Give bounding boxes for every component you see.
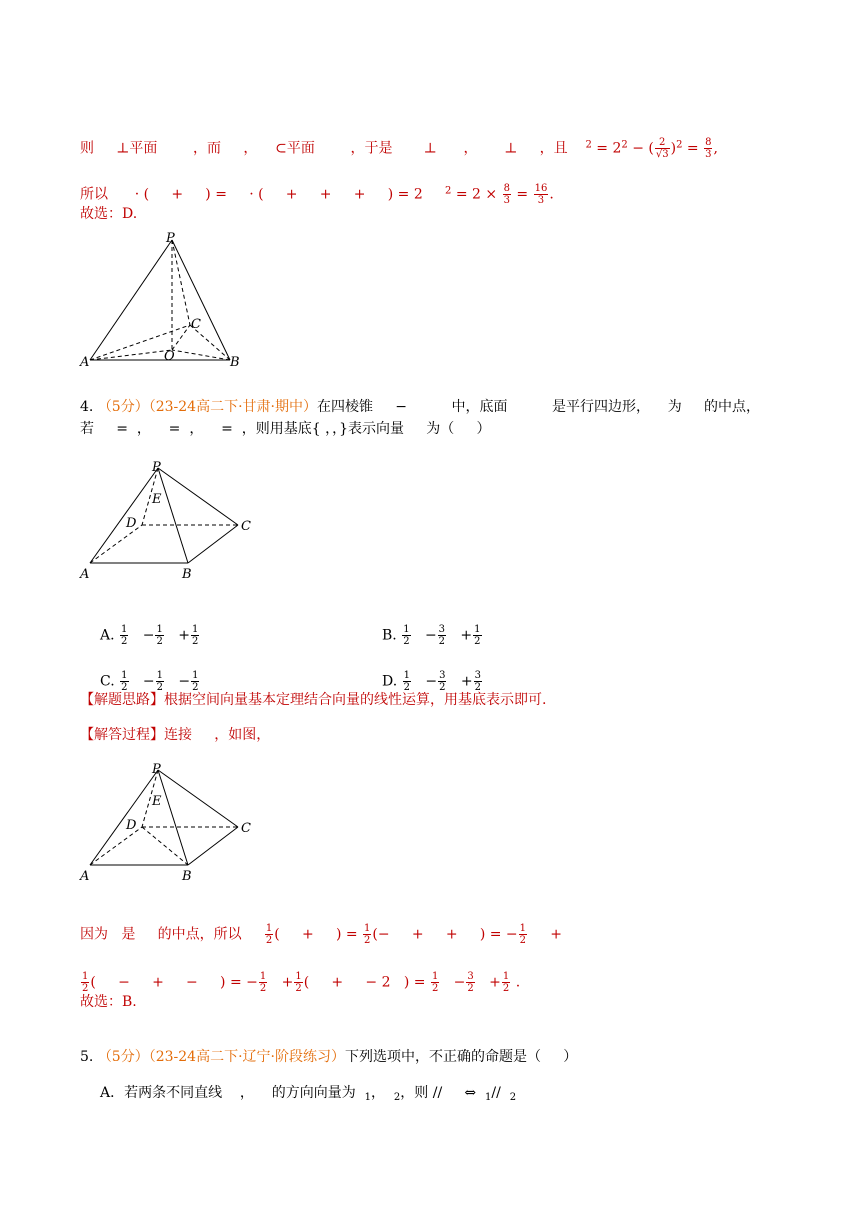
line1-exp-b: 2 [621, 139, 628, 151]
q4-text: 在四棱锥 − 中，底面 是平行四边形， 为 的中点， [316, 399, 761, 415]
line1-eq: = 2 [596, 140, 622, 157]
line1-e: ⊂平面 [275, 140, 315, 157]
fig1-label-c: C [191, 317, 201, 332]
figure-pyramid-2 [80, 760, 280, 890]
option-a[interactable]: A. $\frac{1}{2}$ − $\frac{1}{2}$ + $\frac{1}{2}$ [100, 624, 199, 647]
question-5: 5. （5分）（23-24高二下·辽宁·阶段练习）下列选项中，不正确的命题是（ ） [80, 1049, 578, 1065]
option-d[interactable]: D. $\frac{1}{2}$ − $\frac{3}{2}$ + $\frac{3}{2}$ [382, 670, 481, 693]
idea-tag: 【解题思路】 [80, 692, 164, 708]
line1-a: 则 [80, 140, 94, 157]
solution-line-2 [80, 163, 554, 206]
fig2-label-e: E [152, 492, 162, 507]
line2-exp: 2 [445, 185, 452, 197]
idea-text: 根据空间向量基本定理结合向量的线性运算，用基底表示即可. [164, 692, 547, 708]
line2-eq: = 2 × [455, 186, 498, 203]
line2-eq2: = [516, 186, 529, 203]
solution-step-1: 因为 是 的中点，所以 $\frac{1}{2}$ ( + ) = $\frac{1}{2}$ (− + + ) = − $\frac{1}{2}$ + [80, 923, 563, 946]
process-tag: 【解答过程】 [80, 727, 164, 743]
solution-step-2: $\frac{1}{2}$ ( − + − ) = − $\frac{1}{2}$ + $\frac{1}{2}$ ( + − 2 ) = $\frac{1}{2}$ − $\frac{3}{2}$ + $\frac{1}{2}$ . [82, 971, 521, 994]
fig2-label-b: B [182, 567, 192, 582]
fig2-label-a: A [80, 567, 90, 582]
option-b[interactable]: B. $\frac{1}{2}$ − $\frac{3}{2}$ + $\frac{1}{2}$ [382, 624, 481, 647]
q4-source-tag: （5分）（23-24高二下·甘肃·期中） [97, 399, 317, 415]
fraction-8-over-3-b: $\frac{8}{3}$ [503, 183, 510, 206]
solution-idea [80, 690, 546, 710]
line1-d: ， [243, 140, 258, 157]
line1-exp-a: 2 [585, 139, 592, 151]
line1-i: ⊥ [504, 140, 518, 157]
line1-exp-c: 2 [676, 139, 683, 151]
fig2-label-p: P [152, 460, 161, 475]
q4-number: 4. [80, 399, 94, 415]
question-4-line-2: 若 = ， = ， = ，则用基底{ ，，}表示向量 为（ ） [80, 421, 491, 437]
fig3-label-a: A [80, 869, 90, 884]
line1-h: ， [463, 140, 478, 157]
line1-end: , [713, 140, 718, 157]
solution-line-1 [80, 117, 718, 160]
line1-minus: − ( [632, 140, 654, 157]
figure-pyramid [80, 458, 280, 588]
line1-g: ⊥ [423, 140, 437, 157]
fig3-label-e: E [152, 794, 162, 809]
fig1-label-o: O [164, 349, 175, 364]
line1-close: ) [670, 140, 677, 157]
question-5-option-a[interactable]: A．若两条不同直线 ， 的方向向量为 $_1$， $_2$，则 // ⇔ $_1$// $_2$ [100, 1085, 517, 1103]
figure-tetrahedron [80, 230, 280, 370]
fig1-label-a: A [80, 355, 90, 370]
line1-b: ⊥平面 [116, 140, 158, 157]
fig3-label-d: D [126, 818, 137, 833]
line2-a: 所以 [80, 186, 108, 203]
fig3-label-p: P [152, 762, 161, 777]
fraction-2-over-sqrt3: $\frac{2}{√3}$ [655, 137, 669, 160]
fig3-label-c: C [241, 821, 251, 836]
line1-c: ，而 [193, 140, 222, 157]
fig3-label-b: B [182, 869, 192, 884]
fraction-16-over-3: $\frac{16}{3}$ [534, 183, 548, 206]
line1-f: ，于是 [350, 140, 393, 157]
answer-q4: 故选：B. [80, 994, 137, 1010]
fig2-label-c: C [241, 519, 251, 534]
fig1-label-p: P [166, 231, 175, 246]
fraction-8-over-3: $\frac{8}{3}$ [705, 137, 712, 160]
question-4 [80, 377, 760, 417]
line1-j: ，且 [539, 140, 568, 157]
option-c[interactable]: C. $\frac{1}{2}$ − $\frac{1}{2}$ − $\frac{1}{2}$ [100, 670, 199, 693]
process-text: 连接 ，如图， [164, 727, 271, 743]
line2-b: · ( + ) = · ( + + + ) = 2 [134, 186, 423, 203]
solution-process [80, 725, 270, 745]
line2-end: . [549, 186, 554, 203]
fig1-label-b: B [230, 355, 240, 370]
answer-q3: 故选：D. [80, 206, 138, 222]
line1-eq2: = [686, 140, 699, 157]
fig2-label-d: D [126, 516, 137, 531]
